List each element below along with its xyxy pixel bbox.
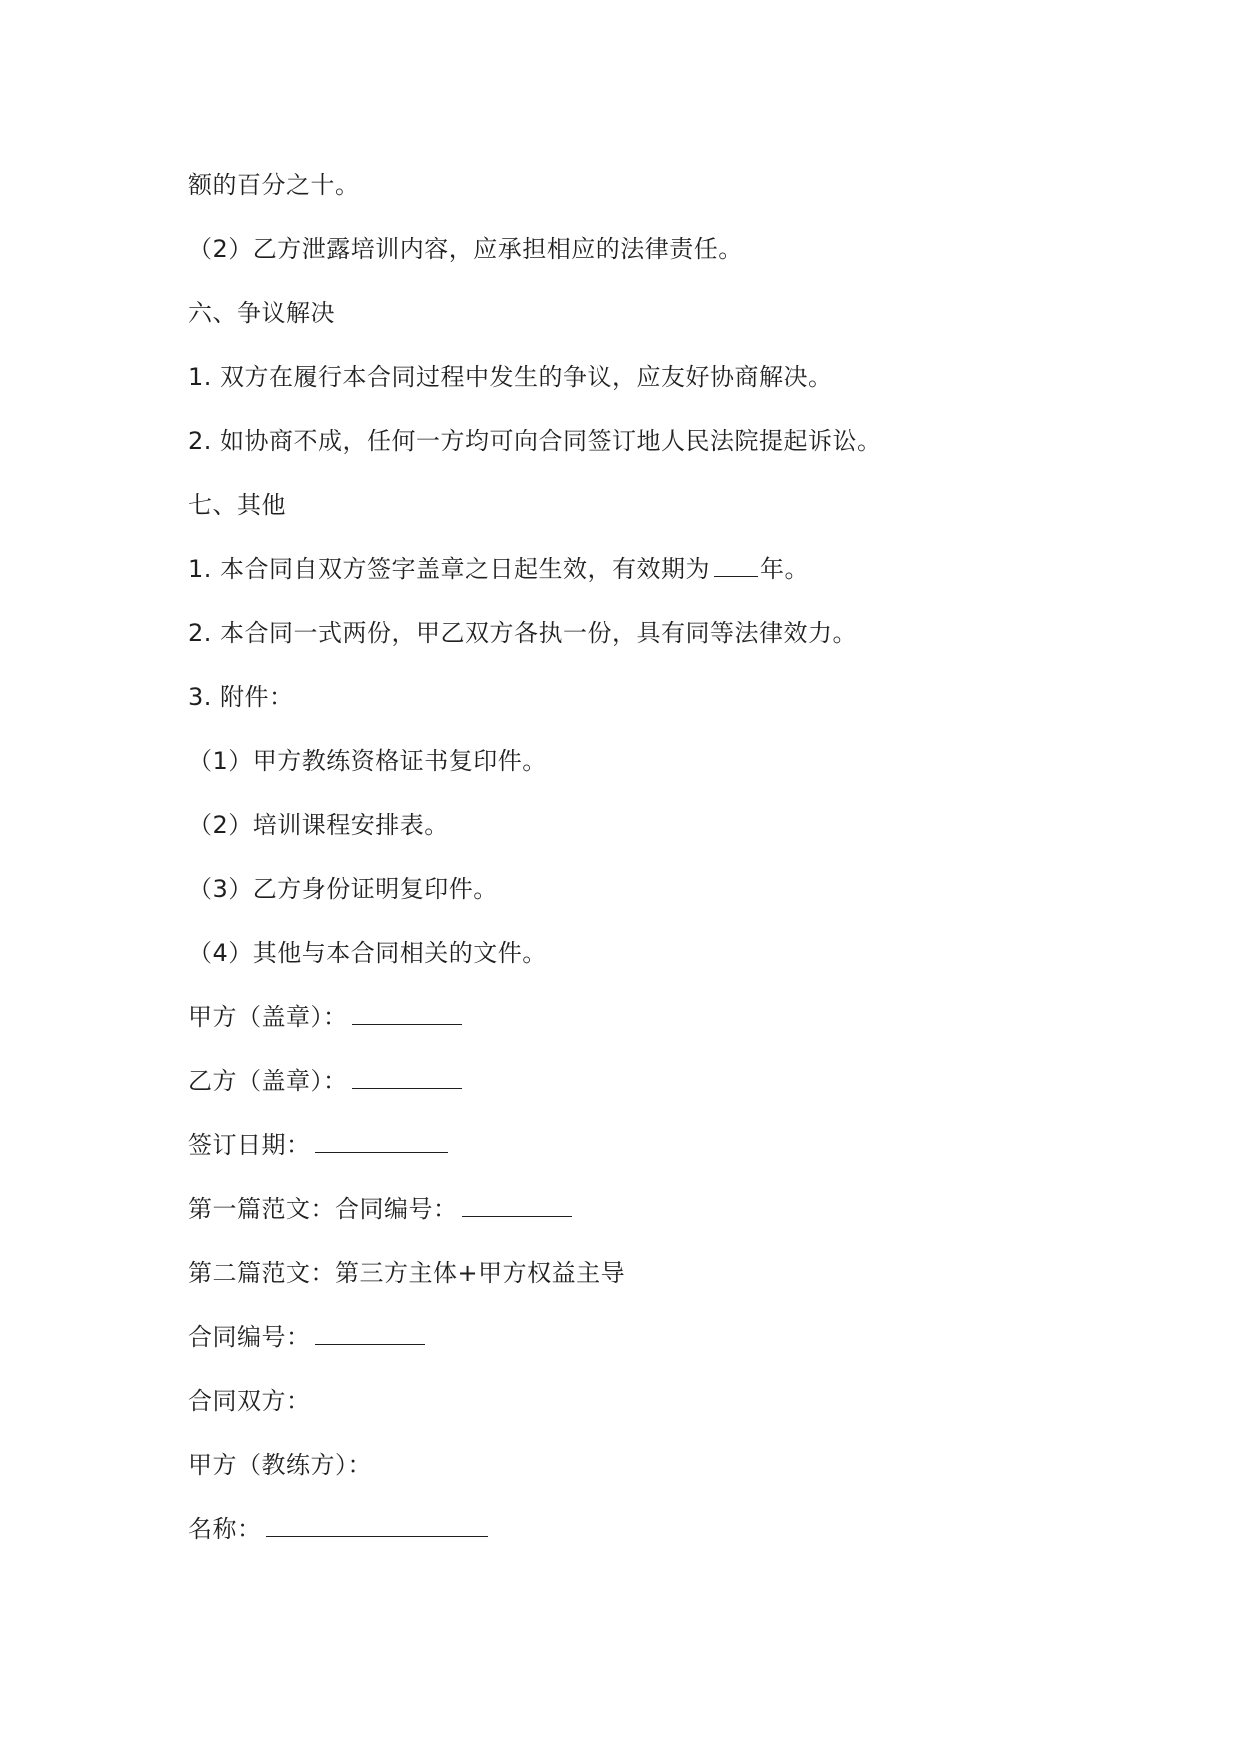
validity-years-blank[interactable] <box>714 552 758 577</box>
parties-heading: 合同双方： <box>188 1387 311 1415</box>
clause-leak-liability: （2）乙方泄露培训内容，应承担相应的法律责任。 <box>188 235 743 263</box>
contract-no-label: 合同编号： <box>188 1323 311 1351</box>
party-a-coach-heading: 甲方（教练方）： <box>188 1451 372 1479</box>
clause-validity <box>188 552 809 586</box>
first-sample-label: 第一篇范文：合同编号： <box>188 1195 458 1223</box>
sign-date-row <box>188 1128 450 1162</box>
name-row <box>188 1512 490 1546</box>
party-b-seal-blank[interactable] <box>352 1064 462 1089</box>
party-b-seal-label: 乙方（盖章）： <box>188 1067 348 1095</box>
clause-negotiation: 1. 双方在履行本合同过程中发生的争议，应友好协商解决。 <box>188 363 833 391</box>
name-label: 名称： <box>188 1515 262 1543</box>
contract-no-blank[interactable] <box>315 1320 425 1345</box>
validity-text: 1. 本合同自双方签字盖章之日起生效，有效期为 <box>188 555 711 583</box>
section-heading-other: 七、其他 <box>188 491 286 519</box>
party-a-seal-blank[interactable] <box>352 1000 462 1025</box>
second-sample-title: 第二篇范文：第三方主体+甲方权益主导 <box>188 1259 626 1287</box>
clause-litigation: 2. 如协商不成，任何一方均可向合同签订地人民法院提起诉讼。 <box>188 427 882 455</box>
clause-copies: 2. 本合同一式两份，甲乙双方各执一份，具有同等法律效力。 <box>188 619 858 647</box>
attachment-item: （4）其他与本合同相关的文件。 <box>188 939 547 967</box>
attachment-item: （1）甲方教练资格证书复印件。 <box>188 747 547 775</box>
sign-date-label: 签订日期： <box>188 1131 311 1159</box>
attachment-item: （3）乙方身份证明复印件。 <box>188 875 498 903</box>
section-heading-dispute: 六、争议解决 <box>188 299 335 327</box>
party-b-seal-row <box>188 1064 464 1098</box>
sign-date-blank[interactable] <box>315 1128 448 1153</box>
contract-no-row <box>188 1320 427 1354</box>
text-line: 额的百分之十。 <box>188 171 360 199</box>
first-sample-row <box>188 1192 574 1226</box>
validity-suffix: 年。 <box>760 555 810 583</box>
party-a-seal-row <box>188 1000 464 1034</box>
party-a-seal-label: 甲方（盖章）： <box>188 1003 348 1031</box>
attachments-heading: 3. 附件： <box>188 683 294 711</box>
first-contract-no-blank[interactable] <box>462 1192 572 1217</box>
name-blank[interactable] <box>266 1512 488 1537</box>
attachment-item: （2）培训课程安排表。 <box>188 811 449 839</box>
